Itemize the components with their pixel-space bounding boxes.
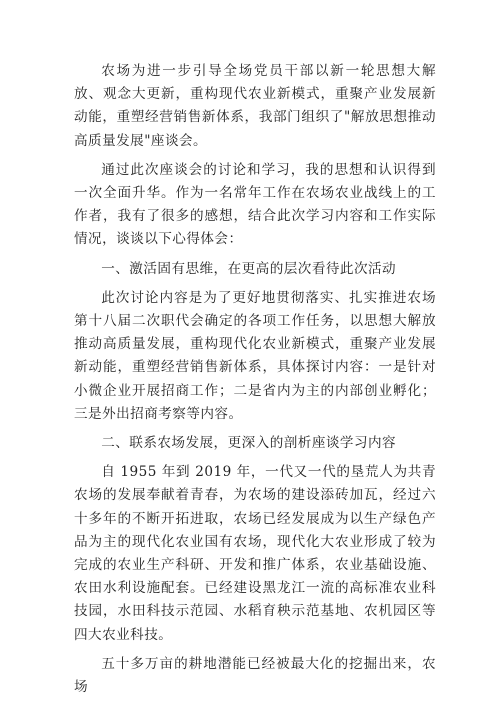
farmland-paragraph: 五十多万亩的耕地潜能已经被最大化的挖掘出来，农场 [74,655,436,696]
section-heading-1: 一、激活固有思维，在更高的层次看待此次活动 [101,260,397,277]
document-body [74,60,436,705]
intro-paragraph: 农场为进一步引导全场党员干部以新一轮思想大解放、观念大更新，重构现代农业新模式，重聚产业发展新动能，重塑经营销售新体系，我部门组织了"解放思想推动高质量发展"座谈会。 [74,63,436,149]
history-paragraph: 自 1955 年到 2019 年，一代又一代的垦荒人为共青农场的发展奉献着青春，为农场的建设添砖加瓦，经过六十多年的不断开拓进取，农场已经发展成为以生产绿色产品为主的现代化农业国有农场，现代化大农业形成了较为完成的农业生产科研、开发和推广体系，农业基础设施、农田水利设施配套。已经建设黑龙江一流的高标准农业科技园，水田科技示范园、水稻育秧示范基地、农机园区等四大农业科技。 [74,464,436,643]
discussion-paragraph: 此次讨论内容是为了更好地贯彻落实、扎实推进农场第十八届二次职代会确定的各项工作任务，以思想大解放推动高质量发展，重构现代化农业新模式，重聚产业发展新动能，重塑经营销售新体系，具体探讨内容：一是针对小微企业开展招商工作；二是省内为主的内部创业孵化；三是外出招商考察等内容。 [74,289,436,422]
section-heading-2: 二、联系农场发展，更深入的剖析座谈学习内容 [101,435,397,452]
reflection-paragraph: 通过此次座谈会的讨论和学习，我的思想和认识得到一次全面升华。作为一名常年工作在农场农业战线上的工作者，我有了很多的感想，结合此次学习内容和工作实际情况，谈谈以下心得体会： [74,161,436,248]
